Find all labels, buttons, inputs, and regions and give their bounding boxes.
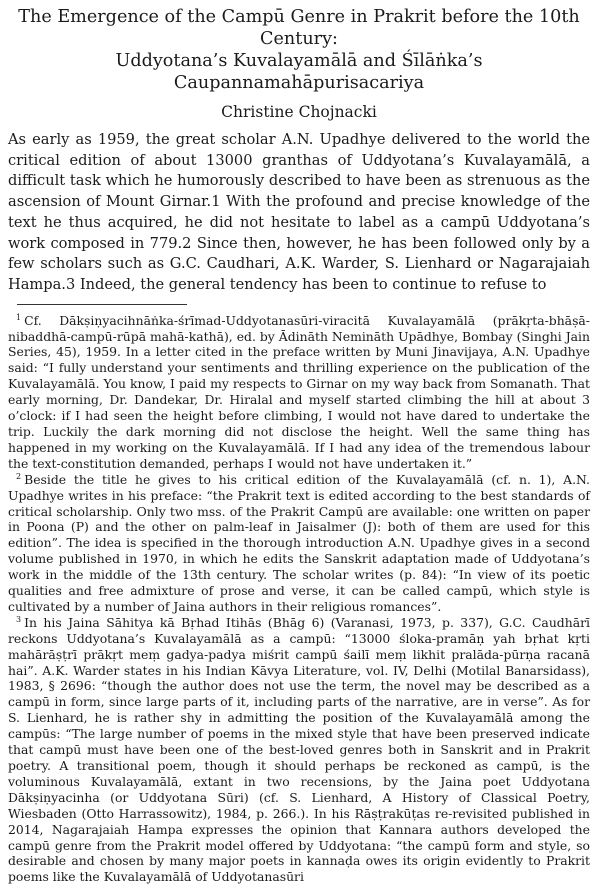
footnote [8, 615, 590, 885]
title-line-2: Uddyotana’s Kuvalayamālā and Śīlāṅka’s Caupannamahāpurisacariya [115, 51, 483, 93]
footnote [8, 472, 590, 615]
footnote-number: 1 [16, 312, 22, 322]
author-name: Christine Chojnacki [221, 103, 377, 121]
footnote-text: In his Jaina Sāhitya kā Bṛhad Itihās (Bhāg 6) (Varanasi, 1973, p. 337), G.C. Caudhārī reckons Uddyotana’s Kuvalayamālā as a campū: “13000 śloka-pramāṇ yah bṛhat kṛti mahārāṣṭrī prākṛt meṃ gadya-padya miśrit campū śailī meṃ likhit pralāda-pūrṇa racanā hai”. A.K. Warder states in his Indian Kāvya Literature, vol. IV, Delhi (Motilal Banarsidass), 1983, § 2696: “though the author does not use the term, the novel may be described as a campū in form, since large parts of it, including parts of the narrative, are in verse”. As for S. Lienhard, he is rather shy in admitting the position of the Kuvalayamālā among the campūs: “The large number of poems in the mixed style that have been preserved indicate that campū must have been one of the best-loved genres both in Sanskrit and in Prakrit poetry. A transitional poem, though it should perhaps be reckoned as campū, is the voluminous Kuvalayamālā, extant in two recensions, by the Jaina poet Uddyotana Dākṣiṇyacinha (or Uddyotana Sūri) (cf. S. Lienhard, A History of Classical Poetry, Wiesbaden (Otto Harrassowitz), 1984, p. 266.). In his Rāṣṭrakūṭas re-revisited published in 2014, Nagarajaiah Hampa expresses the opinion that Kannara authors developed the campū genre from the Prakrit model offered by Uddyotana: “the campū form and style, so desirable and chosen by many major poets in kannaḍa owes its origin evidently to Prakrit poems like the Kuvalayamālā of Uddyotanasūri [8, 614, 590, 885]
title-line-1: The Emergence of the Campū Genre in Prakrit before the 10th Century: [18, 7, 580, 49]
paper-page [8, 6, 590, 885]
footnote-text: Beside the title he gives to his critical edition of the Kuvalayamālā (cf. n. 1), A.N. Upadhye writes in his preface: “the Prakrit text is edited according to the best standards of critical scholarship. Only two mss. of the Prakrit Campū are available: one written on paper in Poona (P) and the other on palm-leaf in Jaisalmer (J): both of them are used for this edition”. The idea is specified in the thorough introduction A.N. Upadhye gives in a second volume published in 1970, in which he edits the Sanskrit adaptation made of Uddyotana’s work in the middle of the 13th century. The scholar writes (p. 84): “In view of its poetic qualities and free admixture of prose and verse, it can be called campū, which style is cultivated by a number of Jaina authors in their religious romances”. [8, 471, 590, 614]
footnote-number: 3 [16, 614, 22, 624]
footnote-divider [17, 304, 187, 313]
footnote-number: 2 [16, 471, 22, 481]
footnote-text: Cf. Dākṣiṇyacihnāṅka-śrīmad-Uddyotanasūri-viracitā Kuvalayamālā (prākṛta-bhāṣā-nibaddhā-campū-rūpā mahā-kathā), ed. by Ādināth Nemināth Upādhye, Bombay (Singhi Jain Series, 45), 1959. In a letter cited in the preface written by Muni Jinavijaya, A.N. Upadhye said: “I fully understand your sentiments and thrilling experience on the publication of the Kuvalayamālā. You know, I paid my respects to Girnar on my way back from Somanath. That early morning, Dr. Dandekar, Dr. Hiralal and myself started climbing the hill at about 3 o’clock: if I had seen the height before climbing, I would not have dared to undertake the trip. Luckily the dark morning did not disclose the height. Well the same thing has happened in my working on the Kuvalayamālā. If I had any idea of the tremendous labour the text-constitution demanded, perhaps I would not have undertaken it.” [8, 312, 590, 471]
paper-title [8, 6, 590, 94]
body-paragraph: As early as 1959, the great scholar A.N. Upadhye delivered to the world the critical edition of about 13000 granthas of Uddyotana’s Kuvalayamālā, a difficult task which he humorously described to have been as strenuous as the ascension of Mount Girnar.1 With the profound and precise knowledge of the text he thus acquired, he did not hesitate to label as a campū Uddyotana’s work composed in 779.2 Since then, however, he has been followed only by a few scholars such as G.C. Caudhari, A.K. Warder, S. Lienhard or Nagarajaiah Hampa.3 Indeed, the general tendency has been to continue to refuse to [8, 131, 590, 293]
footnote [8, 313, 590, 472]
